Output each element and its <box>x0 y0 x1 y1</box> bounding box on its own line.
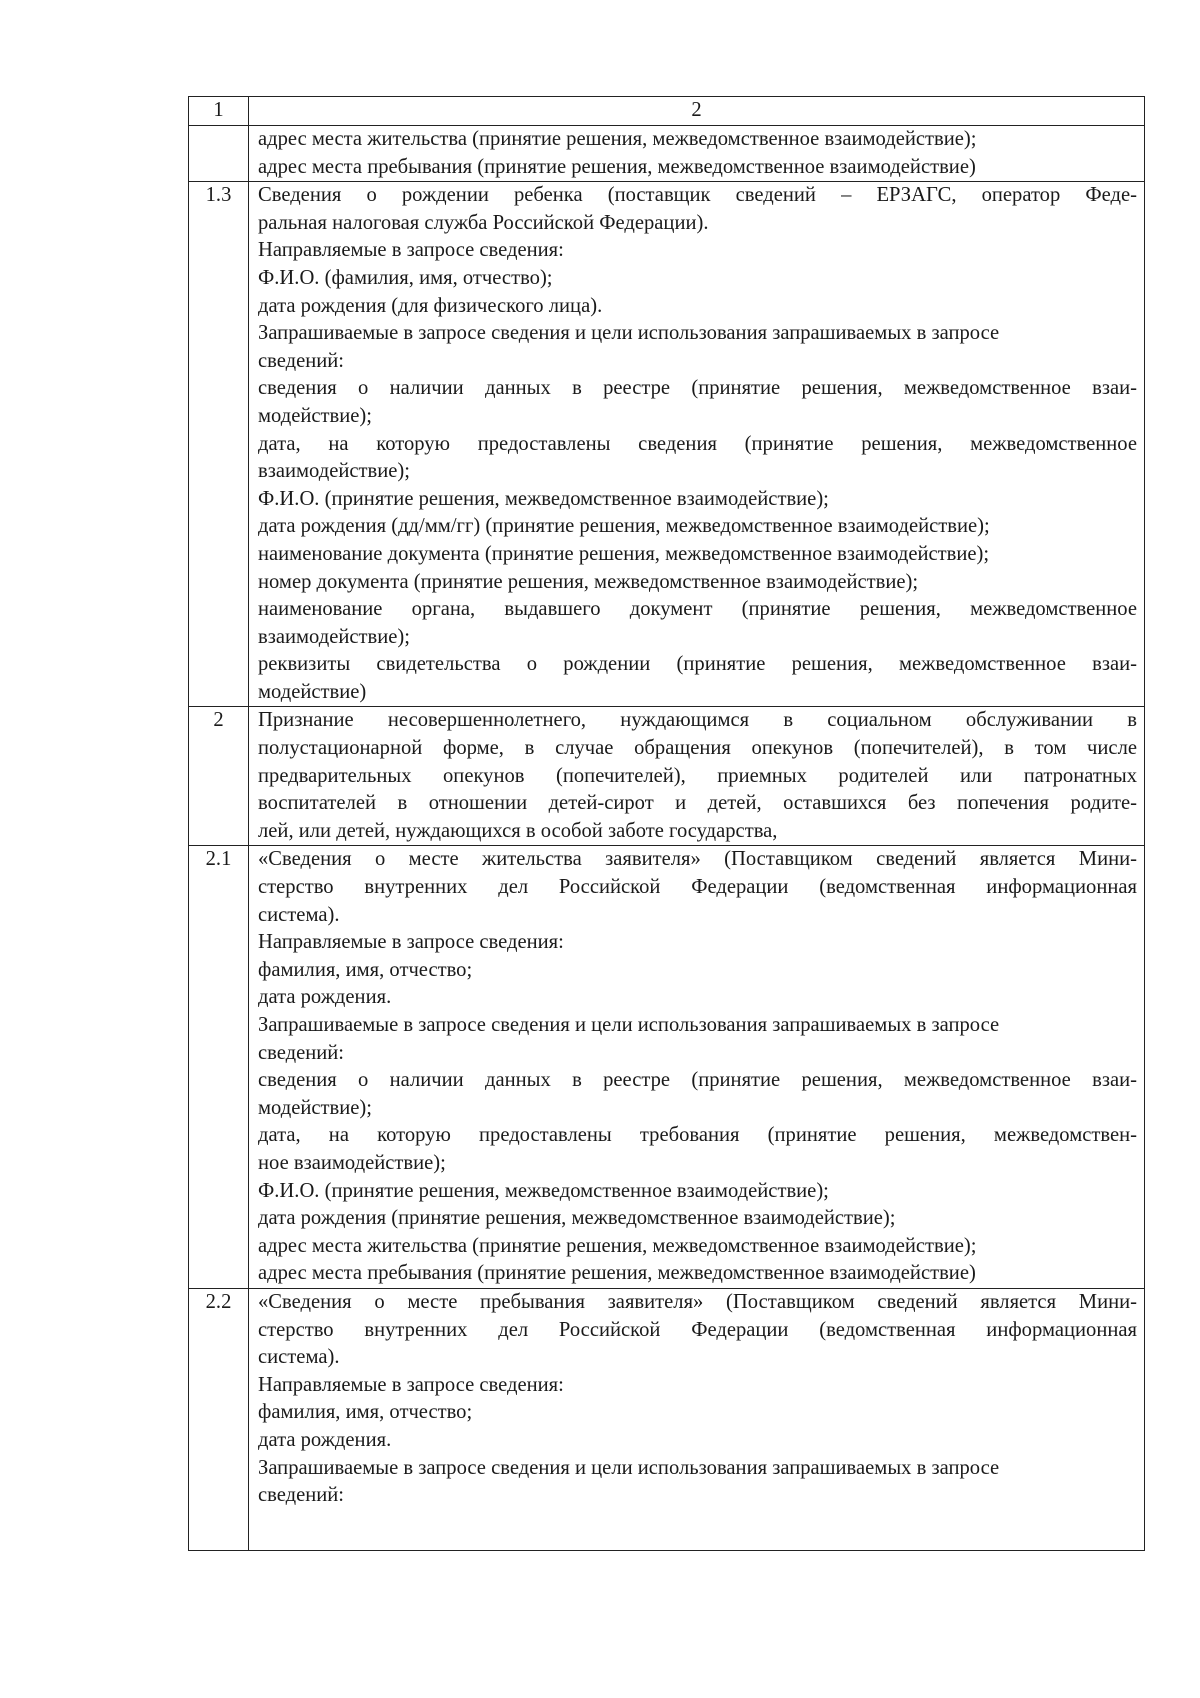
text-line: адрес места жительства (принятие решения, межведомственное взаимодействие); <box>258 128 977 150</box>
text-line: Запрашиваемые в запросе сведения и цели использования запрашиваемых в запросе <box>258 322 1000 345</box>
text-line: сведения о наличии данных в реестре (принятие решения, межведомственное взаи- <box>258 1069 1137 1092</box>
text-line: Направляемые в запросе сведения: <box>258 1373 564 1396</box>
text-line: дата рождения (принятие решения, межведомственное взаимодействие); <box>258 1207 896 1230</box>
table-row <box>189 182 1145 707</box>
text-line: дата рождения (дд/мм/гг) (принятие решения, межведомственное взаимодействие); <box>258 515 990 538</box>
row-number: 2 <box>189 707 249 846</box>
text-line: фамилия, имя, отчество; <box>258 958 473 981</box>
text-line: сведений: <box>258 349 345 372</box>
text-line: дата рождения. <box>258 1428 392 1451</box>
text-line: наименование документа (принятие решения, межведомственное взаимодействие); <box>258 542 990 565</box>
row-content <box>249 126 1145 182</box>
row-blank-space <box>258 1510 1137 1550</box>
text-line: дата рождения (для физического лица). <box>258 294 603 317</box>
text-line: Направляемые в запросе сведения: <box>258 931 564 954</box>
text-line: система). <box>258 903 340 926</box>
text-line: Признание несовершеннолетнего, нуждающимся в социальном обслуживании в <box>258 709 1137 732</box>
text-line: адрес места жительства (принятие решения, межведомственное взаимодействие); <box>258 1234 977 1257</box>
text-line: номер документа (принятие решения, межведомственное взаимодействие); <box>258 570 919 593</box>
text-line: лей, или детей, нуждающихся в особой заботе государства, <box>258 819 778 842</box>
text-line: Направляемые в запросе сведения: <box>258 239 564 262</box>
text-line: система). <box>258 1346 340 1369</box>
row-content <box>249 182 1145 707</box>
text-line: Запрашиваемые в запросе сведения и цели использования запрашиваемых в запросе <box>258 1456 1000 1479</box>
text-line: взаимодействие); <box>258 460 410 483</box>
text-line: ное взаимодействие); <box>258 1151 446 1174</box>
header-col-2: 2 <box>249 97 1145 126</box>
text-line: предварительных опекунов (попечителей), приемных родителей или патронатных <box>258 764 1137 787</box>
text-line: Сведения о рождении ребенка (поставщик сведений – ЕРЗАГС, оператор Феде- <box>258 184 1137 207</box>
text-line: наименование органа, выдавшего документ (принятие решения, межведомственное <box>258 598 1137 621</box>
table-row <box>189 126 1145 182</box>
text-line: воспитателей в отношении детей-сирот и детей, оставшихся без попечения родите- <box>258 792 1137 815</box>
text-line: дата, на которую предоставлены сведения (принятие решения, межведомственное <box>258 432 1137 455</box>
text-line: стерство внутренних дел Российской Федерации (ведомственная информационная <box>258 1318 1137 1341</box>
text-line: модействие); <box>258 1096 372 1119</box>
text-line: адрес места пребывания (принятие решения, межведомственное взаимодействие) <box>258 155 976 178</box>
text-line: «Сведения о месте жительства заявителя» (Поставщиком сведений является Мини- <box>258 848 1137 871</box>
text-line: Ф.И.О. (фамилия, имя, отчество); <box>258 266 553 289</box>
text-line: Ф.И.О. (принятие решения, межведомственное взаимодействие); <box>258 487 829 510</box>
text-line: модействие); <box>258 404 372 427</box>
document-table <box>188 96 1145 1551</box>
text-line: ральная налоговая служба Российской Федерации). <box>258 211 709 234</box>
text-line: полустационарной форме, в случае обращения опекунов (попечителей), в том числе <box>258 737 1137 760</box>
text-line: дата, на которую предоставлены требования (принятие решения, межведомствен- <box>258 1124 1137 1147</box>
row-number: 1.3 <box>189 182 249 707</box>
text-line: Запрашиваемые в запросе сведения и цели использования запрашиваемых в запросе <box>258 1014 1000 1036</box>
table-row <box>189 707 1145 846</box>
row-content <box>249 846 1145 1289</box>
text-line: сведения о наличии данных в реестре (принятие решения, межведомственное взаи- <box>258 377 1137 400</box>
table-row <box>189 1288 1145 1550</box>
text-line: Ф.И.О. (принятие решения, межведомственное взаимодействие); <box>258 1179 829 1202</box>
text-line: дата рождения. <box>258 986 392 1009</box>
text-line: адрес места пребывания (принятие решения, межведомственное взаимодействие) <box>258 1262 976 1285</box>
text-line: сведений: <box>258 1484 345 1507</box>
row-number <box>189 126 249 182</box>
row-number: 2.2 <box>189 1288 249 1550</box>
text-line: стерство внутренних дел Российской Федерации (ведомственная информационная <box>258 876 1137 899</box>
table-body <box>189 126 1145 1551</box>
text-line: реквизиты свидетельства о рождении (принятие решения, межведомственное взаи- <box>258 653 1137 676</box>
text-line: фамилия, имя, отчество; <box>258 1401 473 1424</box>
row-number: 2.1 <box>189 846 249 1289</box>
table-header-row <box>189 97 1145 126</box>
text-line: «Сведения о месте пребывания заявителя» (Поставщиком сведений является Мини- <box>258 1290 1137 1313</box>
text-line: взаимодействие); <box>258 625 410 648</box>
row-content <box>249 707 1145 846</box>
header-col-1: 1 <box>189 97 249 126</box>
row-content <box>249 1288 1145 1550</box>
text-line: модействие) <box>258 680 367 703</box>
text-line: сведений: <box>258 1041 345 1064</box>
table-row <box>189 846 1145 1289</box>
